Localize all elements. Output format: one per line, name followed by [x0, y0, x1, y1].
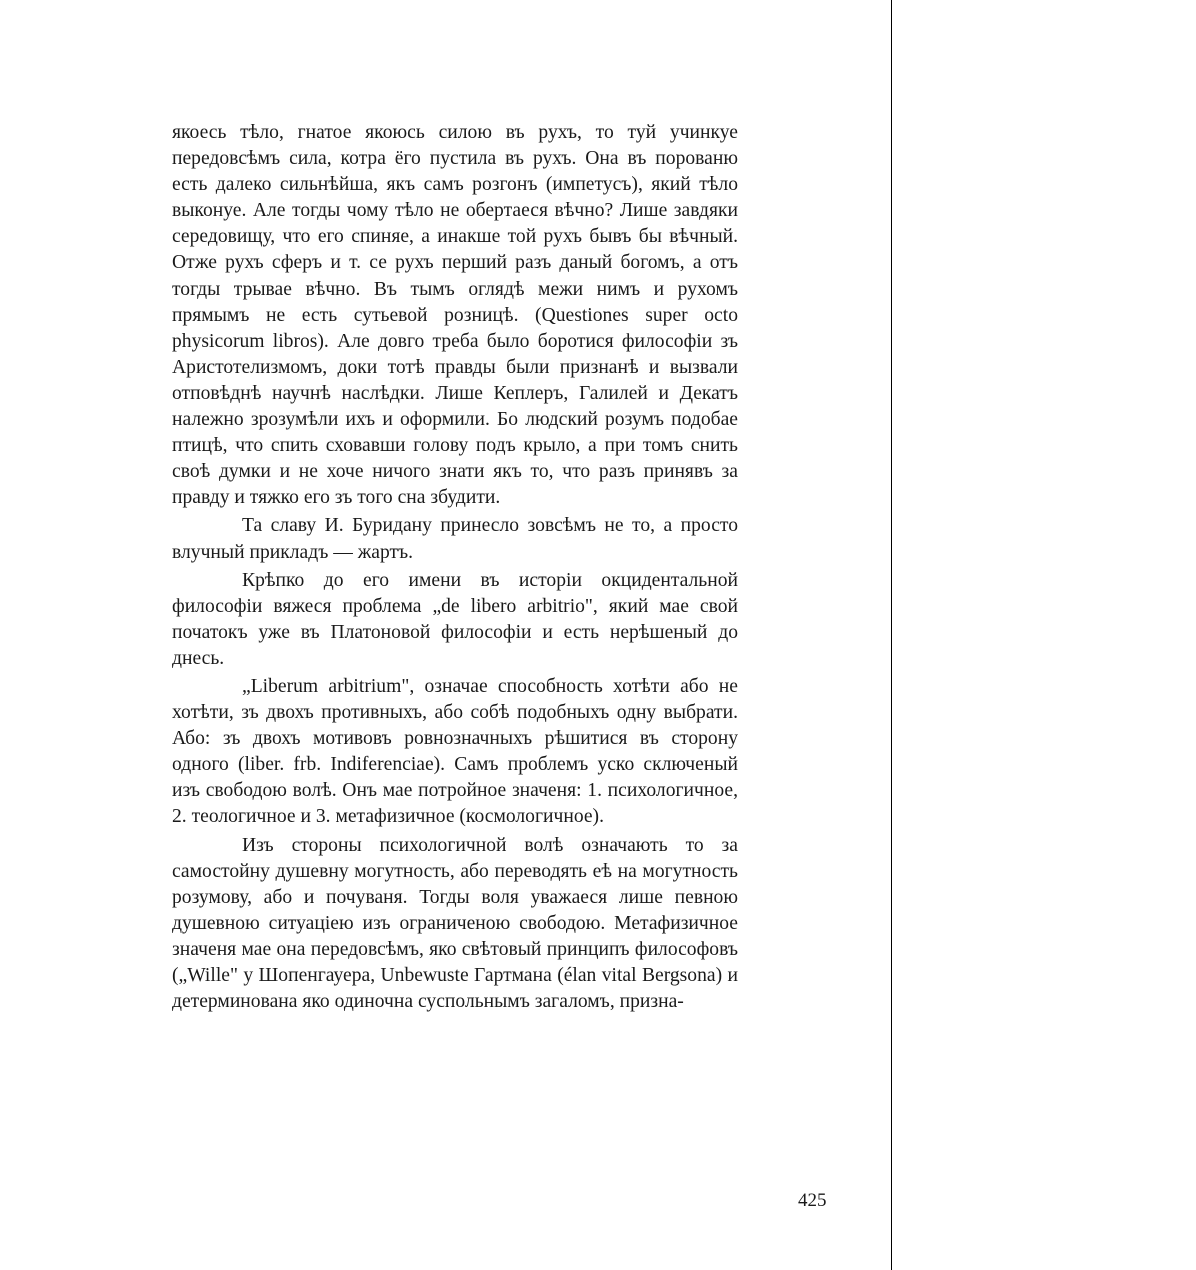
page-number: 425 [798, 1190, 827, 1211]
paragraph-4: „Liberum arbitrium", означае способность хотѣти або не хотѣти, зъ двохъ противныхъ, або собѣ подобныхъ одну выбрати. Або: зъ двохъ мотивовъ ровнозначныхъ рѣшитися въ сторону одного (liber. frb. Indiferenciae). Самъ проблемъ уско сключеный изъ свободою волѣ. Онъ мае потройное значеня: 1. психологичное, 2. теологичное и 3. метафизичное (космологичное). [172, 675, 738, 828]
paragraph-5: Изъ стороны психологичной волѣ означають то за самостойну душевну могутность, або переводять еѣ на могутность розумову, або и почуваня. Тогды воля уважаеся лише певною душевною ситуацiею изъ ограниченою свободою. Метафизичное значеня мае она передовсѣмъ, яко свѣтовый принципъ философовъ („Wille" у Шопенгауера, Unbewuste Гартмана (élan vital Bergsona) и детерминована яко одиночна суспольнымъ загаломъ, призна- [172, 834, 738, 1013]
body-text [172, 120, 738, 1017]
paragraph-2: Та славу И. Буридану принесло зовсѣмъ не то, а просто влучный прикладъ — жартъ. [172, 515, 738, 563]
paragraph-3: Крѣпко до его имени въ исторiи окцидентальной философiи вяжеся проблема „de libero arbitrio", який мае свой початокъ уже въ Платоновой философiи и есть нерѣшеный до днесь. [172, 569, 738, 669]
paragraph-1: якоесь тѣло, гнатое якоюсь силою въ рухъ, то туй учинкуе передовсѣмъ сила, котра ёго пустила въ рухъ. Она въ порованю есть далеко сильнѣйша, якъ самъ розгонъ (импетусъ), який тѣло выконуе. Але тогды чому тѣло не обертаеся вѣчно? Лише завдяки середовищу, что его спиняе, а инакше той рухъ бывъ бы вѣчный. Отже рухъ сферъ и т. се рухъ перший разъ даный богомъ, а отъ тогды трывае вѣчно. Въ тымъ оглядѣ межи нимъ и рухомъ прямымъ не есть сутьевой розницѣ. (Questiones super octo physicorum libros). Але довго треба было боротися философiи зъ Аристотелизмомъ, доки тотѣ правды были признанѣ и вызвали отповѣднѣ научнѣ наслѣдки. Лише Кеплеръ, Галилей и Декатъ належно зрозумѣли ихъ и оформили. Бо людский розумъ подобае птицѣ, что спить сховавши голову подъ крыло, а при томъ снить своѣ думки и не хоче ничого знати якъ то, что разъ принявъ за правду и тяжко его зъ того сна збудити. [172, 122, 738, 509]
